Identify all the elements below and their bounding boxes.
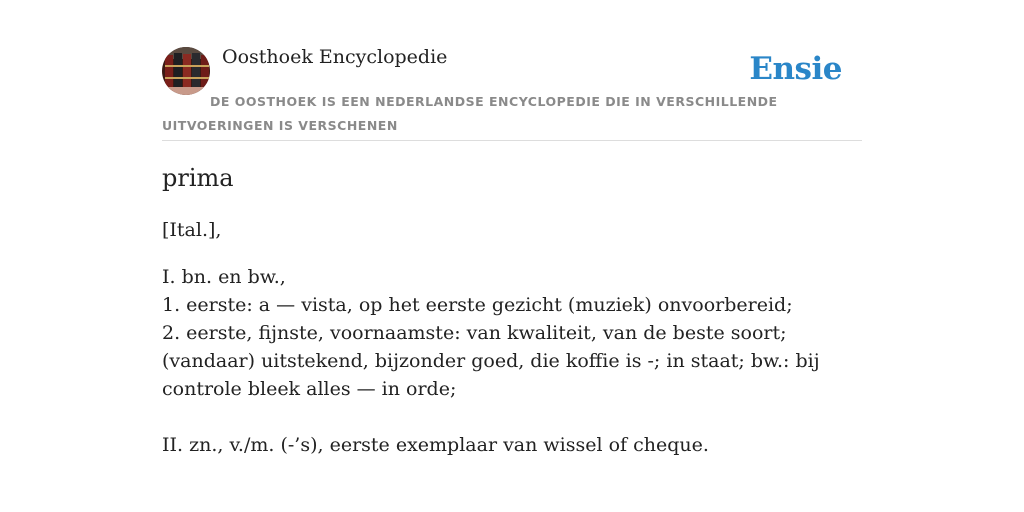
entry-definitions (162, 263, 862, 459)
definition-2: 2. eerste, fijnste, voornaamste: van kwaliteit, van de beste soort; (vandaar) uitstekend, bijzonder goed, die koffie is -; in staat; bw.: bij controle bleek alles — in orde; (162, 322, 820, 400)
ensie-logo-link[interactable]: Ensie (749, 51, 842, 87)
entry-title: prima (162, 164, 234, 192)
definition-1: 1. eerste: a — vista, op het eerste gezicht (muziek) onvoorbereid; (162, 294, 793, 316)
entry-etymology: [Ital.], (162, 219, 222, 241)
site-tagline: DE OOSTHOEK IS EEN NEDERLANDSE ENCYCLOPEDIE DIE IN VERSCHILLENDE UITVOERINGEN IS VERSCHENEN (162, 94, 778, 133)
definition-spacer (162, 403, 862, 431)
site-title-link[interactable]: Oosthoek Encyclopedie (222, 46, 448, 68)
site-header (162, 44, 862, 141)
definition-part1-heading: I. bn. en bw., (162, 266, 286, 288)
books-avatar-image (162, 47, 210, 95)
entry-content (162, 160, 862, 456)
definition-part2: II. zn., v./m. (-’s), eerste exemplaar van wissel of cheque. (162, 434, 709, 456)
encyclopedia-books-icon[interactable] (162, 47, 210, 95)
